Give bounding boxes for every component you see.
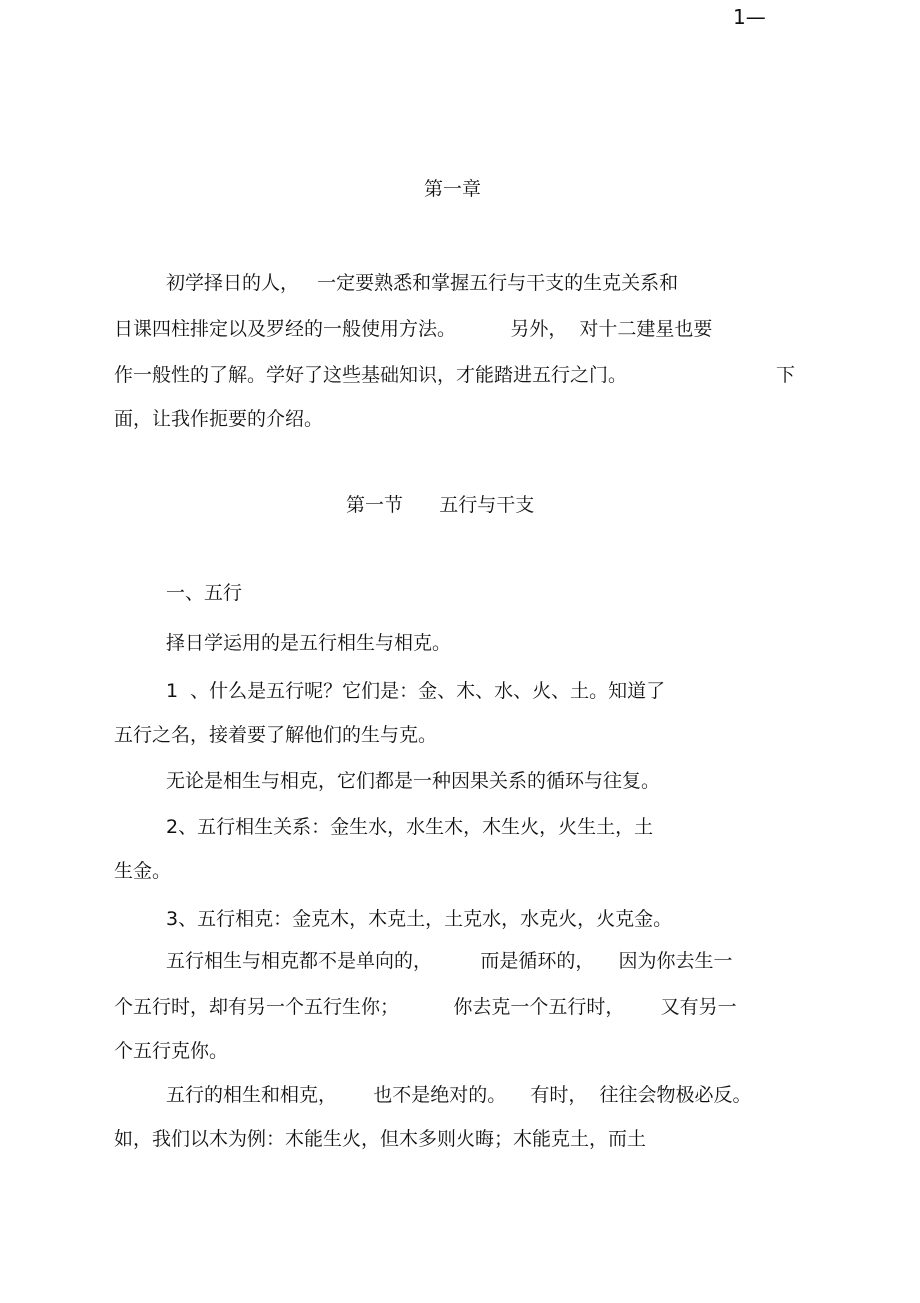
chapter-title: 第一章 [424, 178, 482, 200]
page-number: 1— [733, 5, 766, 29]
paragraph-3: 无论是相生与相克，它们都是一种因果关系的循环与往复。 [166, 770, 661, 792]
paragraph-5: 3、五行相克：金克木，木克土，土克水，水克火，火克金。 [166, 908, 673, 930]
paragraph-7-line-2: 如，我们以木为例：木能生火，但木多则火晦；木能克土，而土 [114, 1128, 647, 1150]
paragraph-6-line-2: 个五行时，却有另一个五行生你； 你去克一个五行时， 又有另一 [114, 996, 737, 1018]
paragraph-6-line-3: 个五行克你。 [114, 1040, 229, 1062]
intro-line-3-end: 下 [776, 364, 796, 386]
paragraph-4-line-2: 生金。 [114, 860, 172, 882]
intro-line-2: 日课四柱排定以及罗经的一般使用方法。 另外， 对十二建星也要 [114, 318, 713, 340]
paragraph-4-line-1: 2、五行相生关系：金生水，水生木，木生火，火生土，土 [166, 816, 654, 838]
paragraph-2-line-2: 五行之名，接着要了解他们的生与克。 [114, 724, 438, 746]
paragraph-1: 择日学运用的是五行相生与相克。 [166, 632, 452, 654]
paragraph-2-line-1: 1 、什么是五行呢？它们是：金、木、水、火、土。知道了 [166, 680, 666, 702]
intro-line-3: 作一般性的了解。学好了这些基础知识，才能踏进五行之门。 [114, 364, 628, 386]
intro-line-4: 面，让我作扼要的介绍。 [114, 408, 324, 430]
subsection-heading: 一、五行 [166, 582, 243, 604]
paragraph-7-line-1: 五行的相生和相克， 也不是绝对的。 有时， 往往会物极必反。 [166, 1084, 752, 1106]
intro-line-1: 初学择日的人， 一定要熟悉和掌握五行与干支的生克关系和 [166, 272, 679, 294]
section-title: 第一节 五行与干支 [346, 494, 535, 516]
paragraph-6-line-1: 五行相生与相克都不是单向的， 而是循环的， 因为你去生一 [166, 950, 733, 972]
